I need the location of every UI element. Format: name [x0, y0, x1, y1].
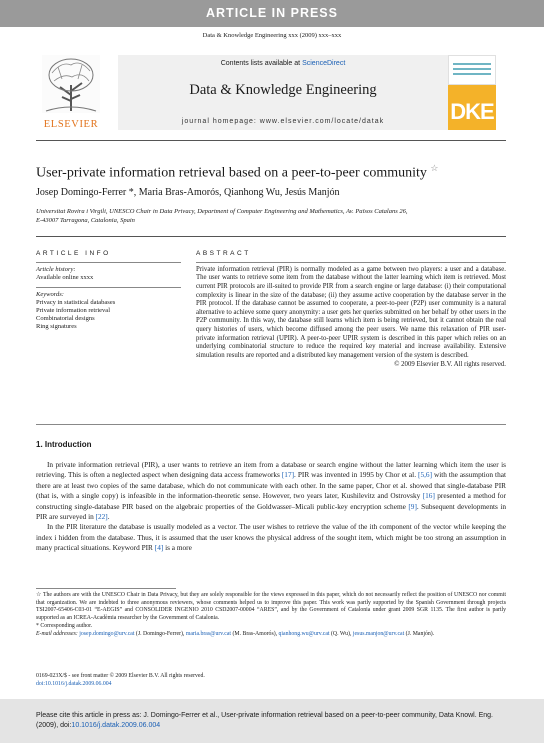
masthead-divider	[36, 140, 506, 141]
issn-block	[36, 672, 205, 688]
cover-line	[453, 68, 491, 70]
affiliation-line: E-43007 Tarragona, Catalonia, Spain	[36, 217, 135, 224]
text-run: .	[107, 512, 110, 522]
citation-link[interactable]: [22]	[95, 512, 108, 522]
citation-text: Please cite this article in press as: J. Domingo-Ferrer et al., User-private information retrieval based on a peer-to-peer community, Data Knowl. Eng. (2009), doi:	[36, 712, 494, 729]
citation-link[interactable]: [4]	[154, 543, 164, 553]
abstract-column	[196, 250, 506, 368]
email-footnote	[36, 631, 506, 639]
cover-header-band	[448, 55, 496, 85]
citation-link[interactable]: [5,6]	[418, 470, 432, 480]
email-owner: (J. Manjón).	[404, 630, 435, 637]
affiliation-line: Universitat Rovira i Virgili, UNESCO Chair in Data Privacy, Department of Computer Engineering and Mathematics, Av. Països Catalans 26,	[36, 208, 408, 215]
affiliation	[36, 207, 506, 225]
keyword-item: Ring signatures	[36, 322, 77, 330]
contents-prefix: Contents lists available at	[220, 60, 301, 67]
journal-name: Data & Knowledge Engineering	[189, 82, 377, 98]
cover-line	[453, 73, 491, 75]
contents-line	[118, 60, 448, 67]
keyword-item: Private information retrieval	[36, 306, 111, 314]
keyword-item: Combinatorial designs	[36, 314, 95, 322]
email-owner: (J. Domingo-Ferrer),	[134, 630, 186, 637]
citation-notice	[36, 711, 506, 731]
journal-cover-thumbnail	[448, 55, 496, 130]
cover-dke-text: DKE	[450, 99, 494, 124]
citation-link[interactable]: [16]	[422, 491, 435, 501]
abstract-divider	[36, 424, 506, 425]
text-run: presented a method for constructing single-database PIR based on the algebraic properties of the Goldwasser–Micali public-key encryption scheme	[36, 491, 507, 511]
footnote-rule	[36, 588, 176, 589]
text-run: is a more	[163, 543, 192, 553]
email-link[interactable]: qianhong.wu@urv.cat	[278, 630, 330, 637]
header-divider	[36, 236, 506, 237]
email-owner: (M. Bras-Amorós),	[231, 630, 279, 637]
corresponding-author-note: * Corresponding author.	[36, 622, 93, 629]
email-label: E-mail addresses:	[36, 630, 78, 637]
text-run: . Subsequent developments in PIR are surveyed in	[36, 501, 507, 522]
paper-title	[36, 163, 438, 182]
abstract-rule	[196, 262, 506, 263]
doi-link[interactable]: doi:10.1016/j.datak.2009.06.004	[36, 681, 112, 687]
email-link[interactable]: jesus.manjon@urv.cat	[352, 630, 405, 637]
elsevier-logo	[36, 55, 106, 130]
abstract-copyright: © 2009 Elsevier B.V. All rights reserved.	[394, 360, 506, 368]
citation-doi-link[interactable]: 10.1016/j.datak.2009.06.004	[71, 722, 161, 729]
email-link[interactable]: josep.domingo@urv.cat	[79, 630, 135, 637]
article-info-rule	[36, 287, 181, 288]
keywords-label: Keywords:	[36, 290, 64, 298]
cover-line	[453, 63, 491, 65]
journal-reference: Data & Knowledge Engineering xxx (2009) xxx–xxx	[202, 32, 342, 39]
title-footnote-mark[interactable]: ☆	[430, 163, 439, 173]
elsevier-tree-icon	[42, 55, 100, 113]
citation-link[interactable]: [9]	[408, 501, 417, 511]
journal-title-box	[118, 55, 448, 130]
paper-title-text: User-private information retrieval based on a peer-to-peer community	[36, 165, 427, 181]
history-value: Available online xxxx	[36, 273, 94, 281]
citation-link[interactable]: [17]	[281, 470, 295, 480]
paragraph	[36, 460, 506, 522]
text-run: with the assumption that there are at least two copies of the same database, which do not communicate with each other. In the same paper, Chor et al. showed that single-database PIR (that is, with a single copy) is infeasible in the information-theoretic sense. However, two years later, Kushilevitz and Ostrovsky	[36, 470, 506, 501]
article-info-heading: ARTICLE INFO	[36, 250, 111, 257]
journal-homepage[interactable]: journal homepage: www.elsevier.com/locate/datak	[181, 118, 385, 125]
text-run: In the PIR literature the database is usually modeled as a vector. The user wishes to retrieve the value of the ith component of the vector while keeping the index i hidden from the database. Thus, it is assumed that the user knows the physical address of the sought item, which might be too strong an assumption in many practical situations. Keyword PIR	[36, 522, 506, 553]
article-info-rule	[36, 262, 181, 263]
elsevier-wordmark: ELSEVIER	[43, 119, 99, 130]
abstract-text: Private information retrieval (PIR) is normally modeled as a game between two players: a user and a database. The user wants to retrieve some item from the database without the latter learning which item is retrieved. Most current PIR protocols are ill-suited to provide PIR from a search engine or large database: (i) their computational complexity is linear in the size of the database; (ii) they assume active cooperation by the database server in the PIR protocol. If the database cannot be assumed to cooperate, a peer-to-peer (P2P) user community is a natural alternative to achieve some query anonymity: a user gets her queries submitted on her behalf by other users in the P2P community. In this way, the database still learns which item is being retrieved, but it cannot obtain the real query histories of users, which become diffused among the peer users. We name this relaxation of PIR user-private information retrieval (UPIR). A peer-to-peer UPIR system is described in this paper which relies on an underlying combinatorial structure to reduce the required key material and increase availability. Extensive simulation results are reported and a distributed key management version of the system is described.	[196, 265, 506, 359]
footnotes	[36, 592, 506, 639]
citation-notice-box	[0, 699, 544, 743]
abstract-heading: ABSTRACT	[196, 250, 251, 257]
keyword-item: Privacy in statistical databases	[36, 298, 116, 306]
section-heading-introduction: 1. Introduction	[36, 440, 92, 449]
issn-line: 0169-023X/$ - see front matter © 2009 Elsevier B.V. All rights reserved.	[36, 673, 205, 679]
email-owner: (Q. Wu),	[329, 630, 353, 637]
email-link[interactable]: maria.bras@urv.cat	[185, 630, 232, 637]
sciencedirect-link[interactable]: ScienceDirect	[302, 60, 346, 67]
history-label: Article history:	[36, 265, 76, 273]
article-in-press-banner: ARTICLE IN PRESS	[0, 0, 544, 27]
funding-footnote: ☆ The authors are with the UNESCO Chair in Data Privacy, but they are solely responsible for the views expressed in this paper, which do not necessarily reflect the position of UNESCO nor commit that organization. We are indebted to three anonymous reviewers, whose comments helped us to improve this paper. This work was partly supported by the Spanish Government through projects TSI2007-65406-C03-01 “E-AEGIS” and CONSOLIDER INGENIO 2010 CSD2007-00004 “ARES”, and by the Government of Catalonia under grant 2009 SGR 1135. The first author is partly supported as an ICREA-Acadèmia researcher by the Government of Catalonia.	[36, 592, 506, 621]
paragraph	[36, 522, 506, 553]
text-run: In private information retrieval (PIR), a user wants to retrieve an item from a database or search engine without the latter learning which item the user is retrieving. This is often a neglected aspect when designing data access frameworks	[36, 460, 506, 480]
article-info-column	[36, 250, 181, 331]
journal-masthead	[36, 55, 506, 130]
text-run: . PIR was invented in 1995 by Chor et al.	[294, 470, 419, 480]
author-list: Josep Domingo-Ferrer *, Maria Bras-Amorós, Qianhong Wu, Jesús Manjón	[36, 187, 340, 198]
introduction-body	[36, 460, 506, 554]
